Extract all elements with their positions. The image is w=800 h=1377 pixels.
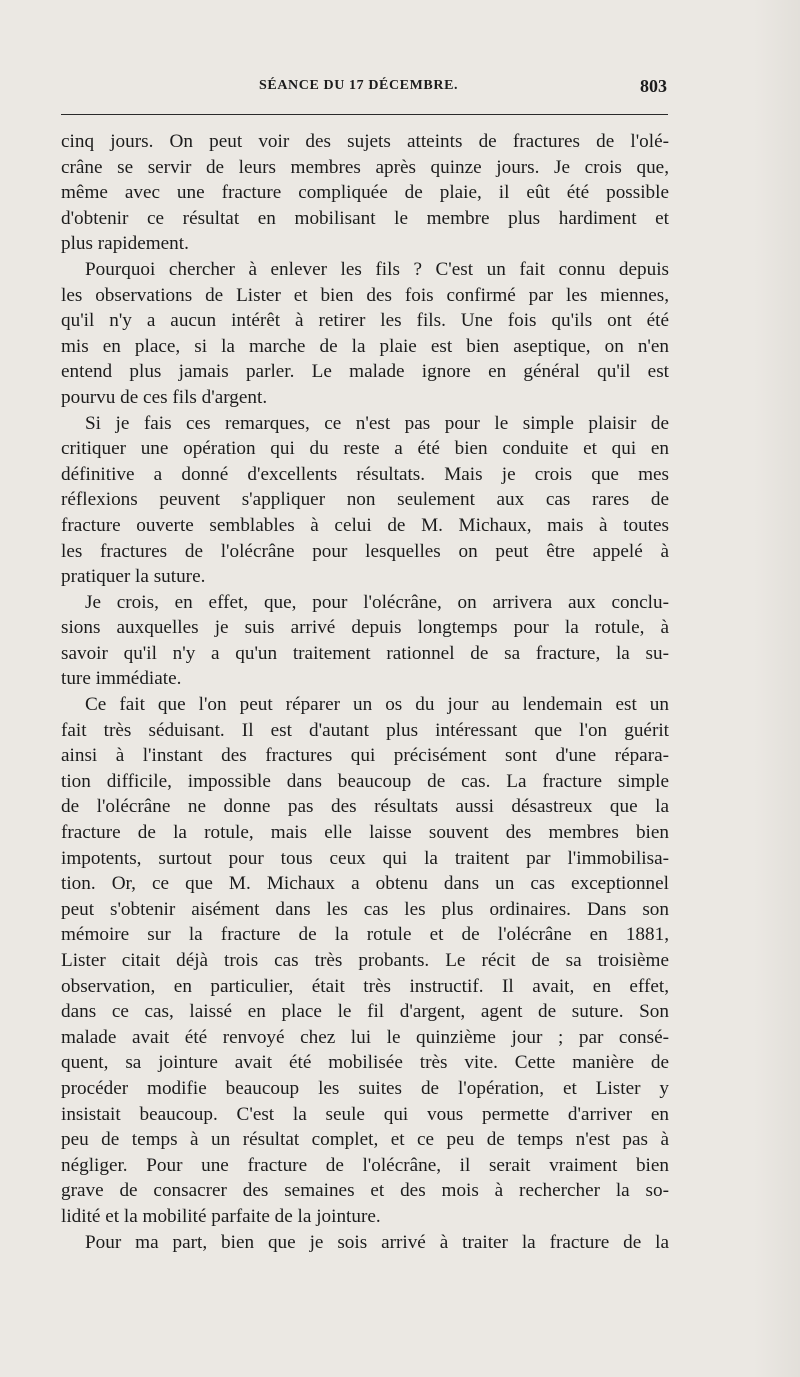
- text-line: plus rapidement.: [61, 233, 189, 255]
- text-line: négliger. Pour une fracture de l'olécrâne, il serait vraiment bien: [61, 1154, 669, 1176]
- text-line: entend plus jamais parler. Le malade ignore en général qu'il est: [61, 361, 669, 383]
- text-line: Si je fais ces remarques, ce n'est pas pour le simple plaisir de: [85, 412, 669, 434]
- text-line: savoir qu'il n'y a qu'un traitement rationnel de sa fracture, la su-: [61, 642, 669, 664]
- text-line: peut s'obtenir aisément dans les cas les plus ordinaires. Dans son: [61, 898, 669, 920]
- text-line: fracture de la rotule, mais elle laisse souvent des membres bien: [61, 822, 669, 844]
- text-line: Lister citait déjà trois cas très probants. Le récit de sa troisième: [61, 950, 669, 971]
- text-line: ture immédiate.: [61, 668, 182, 690]
- text-line: fait très séduisant. Il est d'autant plus intéressant que l'on guérit: [61, 719, 669, 741]
- text-line: de l'olécrâne ne donne pas des résultats aussi désastreux que la: [61, 796, 669, 818]
- running-title: SÉANCE DU 17 DÉCEMBRE.: [259, 78, 459, 93]
- text-line: lidité et la mobilité parfaite de la jointure.: [61, 1205, 381, 1227]
- text-line: fracture ouverte semblables à celui de M. Michaux, mais à toutes: [61, 514, 669, 536]
- text-line: tion. Or, ce que M. Michaux a obtenu dans un cas exceptionnel: [61, 873, 669, 895]
- text-line: critiquer une opération qui du reste a été bien conduite et qui en: [61, 438, 669, 460]
- text-line: mis en place, si la marche de la plaie est bien aseptique, on n'en: [61, 335, 669, 357]
- page-number: 803: [640, 76, 667, 96]
- text-line: dans ce cas, laissé en place le fil d'argent, agent de suture. Son: [61, 1001, 669, 1023]
- text-line: qu'il n'y a aucun intérêt à retirer les fils. Une fois qu'ils ont été: [61, 310, 669, 332]
- text-line: mémoire sur la fracture de la rotule et de l'olécrâne en 1881,: [61, 924, 669, 946]
- text-line: Je crois, en effet, que, pour l'olécrâne, on arrivera aux conclu-: [85, 591, 669, 613]
- text-line: impotents, surtout pour tous ceux qui la traitent par l'immobilisa-: [61, 847, 669, 869]
- text-line: les fractures de l'olécrâne pour lesquelles on peut être appelé à: [61, 540, 669, 562]
- header-rule: [61, 114, 668, 115]
- text-line: crâne se servir de leurs membres après quinze jours. Je crois que,: [61, 156, 669, 178]
- text-line: cinq jours. On peut voir des sujets atteints de fractures de l'olé-: [61, 131, 669, 152]
- text-line: ainsi à l'instant des fractures qui précisément sont d'une répara-: [61, 745, 669, 767]
- text-line: les observations de Lister et bien des fois confirmé par les miennes,: [61, 284, 669, 306]
- text-line: procéder modifie beaucoup les suites de l'opération, et Lister y: [61, 1077, 669, 1099]
- text-line: pourvu de ces fils d'argent.: [61, 386, 268, 408]
- text-line: Pour ma part, bien que je sois arrivé à traiter la fracture de la: [85, 1231, 669, 1253]
- page-edge-shadow: [754, 0, 800, 1377]
- text-line: observation, en particulier, était très instructif. Il avait, en effet,: [61, 975, 669, 997]
- text-line: réflexions peuvent s'appliquer non seulement aux cas rares de: [61, 489, 669, 511]
- text-line: quent, sa jointure avait été mobilisée très vite. Cette manière de: [61, 1052, 669, 1074]
- text-line: tion difficile, impossible dans beaucoup de cas. La fracture simple: [61, 770, 669, 792]
- text-line: Ce fait que l'on peut réparer un os du jour au lendemain est un: [85, 694, 669, 716]
- text-line: pratiquer la suture.: [61, 566, 206, 588]
- page-header: [61, 76, 669, 106]
- text-line: grave de consacrer des semaines et des mois à rechercher la so-: [61, 1180, 669, 1202]
- body-text: [61, 129, 669, 1255]
- text-line: insistait beaucoup. C'est la seule qui vous permette d'arriver en: [61, 1103, 669, 1125]
- text-line: peu de temps à un résultat complet, et ce peu de temps n'est pas à: [61, 1129, 669, 1151]
- text-line: Pourquoi chercher à enlever les fils ? C'est un fait connu depuis: [85, 258, 669, 280]
- text-line: d'obtenir ce résultat en mobilisant le membre plus hardiment et: [61, 207, 669, 229]
- text-line: malade avait été renvoyé chez lui le quinzième jour ; par consé-: [61, 1026, 669, 1048]
- text-line: même avec une fracture compliquée de plaie, il eût été possible: [61, 182, 669, 204]
- text-line: sions auxquelles je suis arrivé depuis longtemps pour la rotule, à: [61, 617, 669, 639]
- text-line: définitive a donné d'excellents résultats. Mais je crois que mes: [61, 463, 669, 485]
